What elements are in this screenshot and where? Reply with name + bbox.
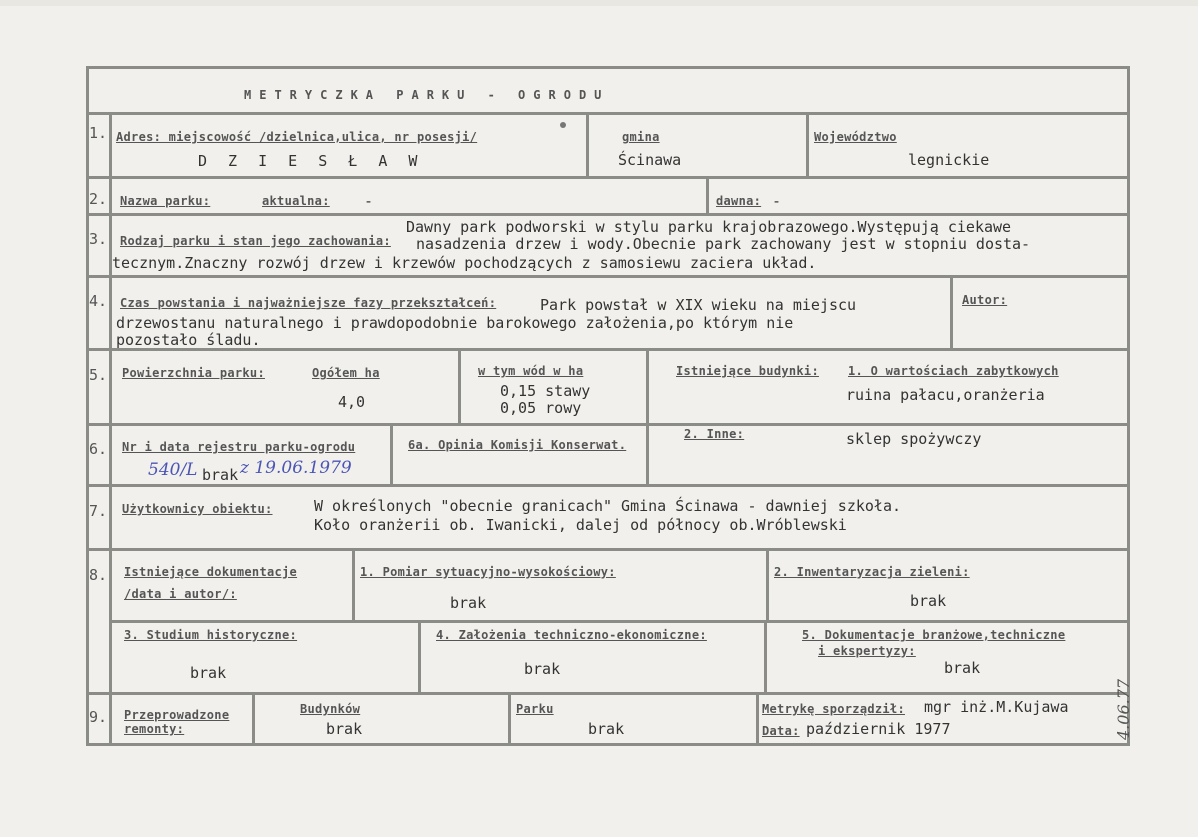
survey-label: 1. Pomiar sytuacyjno-wysokościowy:: [360, 565, 616, 579]
current-name-label: aktualna:: [262, 194, 330, 208]
prepared-by-value: mgr inż.M.Kujawa: [924, 698, 1069, 716]
renovations-label-1: Przeprowadzone: [124, 708, 230, 722]
heritage-buildings-label: 1. O wartościach zabytkowych: [848, 364, 1059, 378]
users-line-1: W określonych "obecnie granicach" Gmina Ścinawa - dawniej szkoła.: [314, 497, 901, 515]
author-label: Autor:: [962, 293, 1008, 307]
address-label: Adres: miejscowość /dzielnica,ulica, nr posesji/: [116, 130, 478, 144]
registry-value: brak: [202, 466, 239, 484]
water-ditches: 0,05 rowy: [500, 399, 582, 417]
technical-economic-value: brak: [524, 660, 561, 678]
park-type-line-3: tecznym.Znaczny rozwój drzew i krzewów pochodzących z samosiewu zaciera układ.: [112, 254, 817, 272]
history-line-2: drzewostanu naturalnego i prawdopodobnie barokowego założenia,po którym nie: [116, 314, 794, 332]
section-number-9: 9.: [89, 708, 108, 726]
industry-docs-value: brak: [944, 659, 981, 677]
section-number-7: 7.: [89, 502, 108, 520]
gmina-label: gmina: [622, 130, 660, 144]
survey-value: brak: [450, 594, 487, 612]
top-edge: [0, 0, 1198, 6]
section-number-6: 6.: [89, 440, 108, 458]
buildings-renovation-label: Budynków: [300, 702, 361, 716]
conservator-opinion-label: 6a. Opinia Komisji Konserwat.: [408, 438, 627, 452]
users-label: Użytkownicy obiektu:: [122, 502, 273, 516]
gmina-value: Ścinawa: [618, 151, 682, 169]
water-area-label: w tym wód w ha: [478, 364, 584, 378]
historical-study-label: 3. Studium historyczne:: [124, 628, 298, 642]
area-label: Powierzchnia parku:: [122, 366, 265, 380]
history-line-1: Park powstał w XIX wieku na miejscu: [540, 296, 857, 314]
water-ponds: 0,15 stawy: [500, 382, 591, 400]
card-title: METRYCZKA PARKU - OGRODU: [244, 88, 610, 102]
current-name-value: -: [364, 192, 374, 210]
total-area-label: Ogółem ha: [312, 366, 380, 380]
park-renovation-label: Parku: [516, 702, 554, 716]
former-name-label: dawna:: [716, 194, 762, 208]
renovations-label-2: remonty:: [124, 722, 185, 736]
park-type-label: Rodzaj parku i stan jego zachowania:: [120, 234, 391, 248]
section-number-2: 2.: [89, 190, 108, 208]
technical-economic-label: 4. Założenia techniczno-ekonomiczne:: [436, 628, 707, 642]
date-value: październik 1977: [806, 720, 951, 738]
industry-docs-label-1: 5. Dokumentacje branżowe,techniczne: [802, 628, 1066, 642]
users-line-2: Koło oranżerii ob. Iwanicki, dalej od północy ob.Wróblewski: [314, 516, 847, 534]
section-number-8: 8.: [89, 566, 108, 584]
registry-handwritten-number: 540/L: [148, 460, 198, 480]
section-number-4: 4.: [89, 292, 108, 310]
total-area-value: 4,0: [338, 393, 366, 411]
history-line-3: pozostało śladu.: [116, 331, 261, 349]
registry-date: z 19.06.1979: [240, 458, 352, 478]
park-type-line-2: nasadzenia drzew i wody.Obecnie park zachowany jest w stopniu dosta-: [416, 235, 1031, 253]
voivodeship-value: legnickie: [908, 151, 990, 169]
registry-label: Nr i data rejestru parku-ogrodu: [122, 440, 356, 454]
prepared-by-label: Metrykę sporządził:: [762, 702, 905, 716]
greenery-inventory-label: 2. Inwentaryzacja zieleni:: [774, 565, 970, 579]
documentation-label-2: /data i autor/:: [124, 587, 237, 601]
other-buildings-value: sklep spożywczy: [846, 430, 982, 448]
section-number-1: 1.: [89, 124, 108, 142]
date-label: Data:: [762, 724, 800, 738]
park-name-label: Nazwa parku:: [120, 194, 211, 208]
margin-date-note: 4.06.77: [1114, 678, 1133, 740]
park-renovation-value: brak: [588, 720, 625, 738]
former-name-value: -: [772, 192, 782, 210]
buildings-renovation-value: brak: [326, 720, 363, 738]
documentation-label-1: Istniejące dokumentacje: [124, 565, 298, 579]
park-type-line-1: Dawny park podworski w stylu parku krajobrazowego.Występują ciekawe: [406, 218, 1012, 236]
other-buildings-label: 2. Inne:: [684, 427, 745, 441]
greenery-inventory-value: brak: [910, 592, 947, 610]
section-number-5: 5.: [89, 366, 108, 384]
historical-study-value: brak: [190, 664, 227, 682]
section-number-3: 3.: [89, 230, 108, 248]
ink-dot: [560, 122, 566, 128]
history-label: Czas powstania i najważniejsze fazy przekształceń:: [120, 296, 497, 310]
voivodeship-label: Województwo: [814, 130, 897, 144]
heritage-buildings-value: ruina pałacu,oranżeria: [846, 386, 1045, 404]
industry-docs-label-2: i ekspertyzy:: [818, 644, 916, 658]
buildings-label: Istniejące budynki:: [676, 364, 819, 378]
address-value: D Z I E S Ł A W: [198, 152, 424, 170]
